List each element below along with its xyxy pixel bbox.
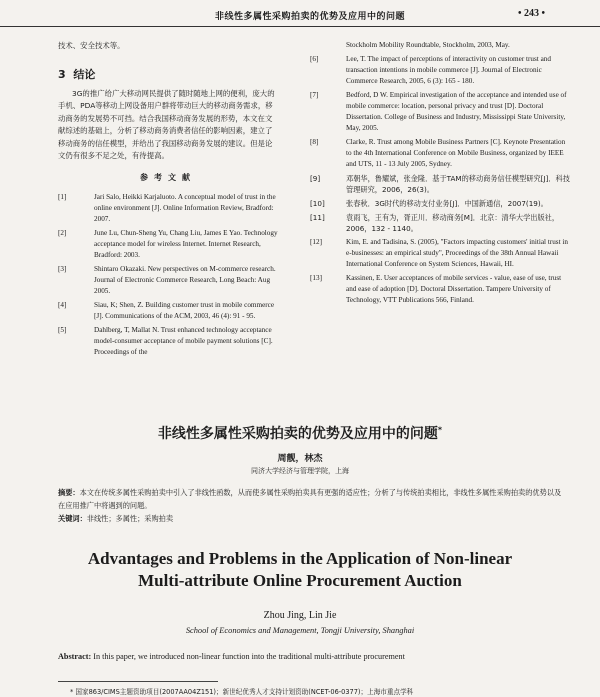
- reference-text: 邓朝华，鲁耀斌，张金隆．基于TAM的移动商务信任模型研究[J]．科技管理研究，2006，26(3)。: [346, 174, 570, 194]
- title-footnote-marker: *: [437, 425, 443, 435]
- reference-text: 张春秋．3G时代的移动支付业务[J]．中国新通信，2007(19)。: [346, 199, 548, 208]
- reference-text: Siau, K; Shen, Z. Building customer trust in mobile commerce [J]. Communications of the ACM, 2003, 46 (4): 91 - 95.: [94, 301, 275, 321]
- reference-text: Lee, T. The impact of perceptions of interactivity on customer trust and transaction intentions in mobile commerce [J]. Journal of Electronic Commerce Research, 2005, 6 (3): 165 - 180.: [346, 55, 551, 85]
- abstract-label-en: Abstract:: [58, 652, 92, 661]
- reference-text: Kim, E. and Tadisina, S. (2005), "Factors impacting customers' initial trust in e-businesses: an empirical study", Proceedings of the 38th Annual Hawaii International Conference on System Sciences, Hawaii, HI.: [346, 238, 568, 268]
- reference-item: [11] 袁雨飞，王有为，胥正川．移动商务[M]．北京：清华大学出版社，2006，132 - 1140。: [310, 213, 560, 233]
- reference-item: [3] Shintaro Okazaki. New perspectives on M-commerce research. Journal of Electronic Commerce Research, Long Beach: Aug 2005.: [58, 265, 276, 296]
- affiliation-en: School of Economics and Management, Tongji University, Shanghai: [185, 626, 415, 635]
- reference-item: [1] Jari Salo, Heikki Karjaluoto. A conceptual model of trust in the online environment [J]. Online Information Review, Bradford: 2007.: [58, 193, 276, 224]
- reference-text: Bedford, D W. Empirical investigation of the acceptance and intended use of mobile commerce: location, personal privacy and trust [D]. Doctoral Dissertation. College of Business and Industry, Mississippi State University, May, 2005.: [346, 91, 567, 132]
- authors-en: Zhou Jing, Lin Jie: [263, 610, 337, 621]
- reference-text: Dahlberg, T, Mallat N. Trust enhanced technology acceptance model-consumer acceptance of mobile payment solutions [C]. Proceedings of the: [94, 326, 273, 357]
- reference-item: [6] Lee, T. The impact of perceptions of interactivity on customer trust and transaction intentions in mobile commerce [J]. Journal of Electronic Commerce Research, 2005, 6 (3): 165 - 180.: [310, 55, 551, 85]
- reference-item: [8] Clarke, R. Trust among Mobile Business Partners [C]. Keynote Presentation to the 4th International Conference on Mobile Business, organized by IEEE and UTS, 11 - 13 July 2005, Sydney.: [310, 138, 566, 168]
- reference-text: Jari Salo, Heikki Karjaluoto. A conceptual model of trust in the online environment [J]. Online Information Review, Bradford: 2007.: [94, 193, 276, 224]
- conclusion-paragraph: 3G的推广给广大移动网民提供了随时随地上网的便利，庞大的手机、PDA等移动上网设备用户群将带动巨大的移动商务需求，移动商务的发展势不可挡。结合我国移动商务发展的形势，本文在文献综述的基础上，分析了移动商务消费者信任的影响因素，建立了移动商务的信任模型，并给出了我国移动商务发展的建议。但是论文仍有很多不足之处，有待提高。: [58, 89, 275, 161]
- continuation-text: 技术、安全技术等。: [58, 41, 125, 50]
- references-title: 参考文献: [140, 173, 196, 183]
- section-number: 3: [58, 68, 66, 81]
- reference-text: Clarke, R. Trust among Mobile Business Partners [C]. Keynote Presentation to the 4th International Conference on Mobile Business, organized by IEEE and UTS, 11 - 13 July 2005, Sydney.: [346, 138, 566, 168]
- affiliation-cn: 同济大学经济与管理学院，上海: [251, 467, 349, 475]
- right-column: [310, 40, 570, 306]
- keywords-cn: 非线性；多属性；采购拍卖: [86, 514, 174, 523]
- reference-text: Stockholm Mobility Roundtable, Stockholm, 2003, May.: [346, 41, 510, 49]
- abstract-cn-block: [58, 486, 568, 525]
- reference-text: 袁雨飞，王有为，胥正川．移动商务[M]．北京：清华大学出版社，2006，132 - 1140。: [346, 213, 560, 233]
- keywords-label-cn: 关键词：: [58, 514, 87, 523]
- authors-cn: 周靓，林杰: [277, 454, 323, 464]
- footnote-rule: [58, 681, 218, 682]
- footnote: * 国家863/CIMS主题资助项目(2007AA04Z151)；新世纪优秀人才支持计划资助(NCET-06-0377)；上海市重点学科: [70, 688, 414, 696]
- article-title-en: Advantages and Problems in the Application of Non-linear Multi-attribute Online Procurement Auction: [87, 549, 513, 590]
- reference-item: [7] Bedford, D W. Empirical investigation of the acceptance and intended use of mobile commerce: location, personal privacy and trust [D]. Doctoral Dissertation. College of Business and Industry, Mississippi State University, May, 2005.: [310, 91, 567, 132]
- reference-item: [10] 张春秋．3G时代的移动支付业务[J]．中国新通信，2007(19)。: [310, 199, 548, 208]
- running-title: 非线性多属性采购拍卖的优势及应用中的问题: [214, 11, 405, 21]
- abstract-cn: 本文在传统多属性采购拍卖中引入了非线性函数，从而使多属性采购拍卖具有更强的适应性；分析了与传统拍卖相比，非线性多属性采购拍卖的优势以及在应用推广中将遇到的问题。: [58, 488, 562, 510]
- reference-item: [2] June Lu, Chun-Sheng Yu, Chang Liu, James E Yao. Technology acceptance model for wireless Internet. Internet Research, Bradford: 2003.: [58, 229, 278, 260]
- page-number: • 243 •: [518, 8, 546, 19]
- abstract-en-block: [58, 652, 568, 661]
- reference-text: Kassinen, E. User acceptances of mobile services - value, ease of use, trust and ease of adoption [D]. Doctoral Dissertation. Tampere University of Technology, VTT Publications 566, Finland.: [346, 274, 562, 304]
- reference-item: [12] Kim, E. and Tadisina, S. (2005), "Factors impacting customers' initial trust in e-businesses: an empirical study", Proceedings of the 38th Annual Hawaii International Conference on System Sciences, Hawaii, HI.: [310, 238, 568, 268]
- reference-item: [4] Siau, K; Shen, Z. Building customer trust in mobile commerce [J]. Communications of the ACM, 2003, 46 (4): 91 - 95.: [58, 301, 275, 321]
- abstract-label-cn: 摘要：: [58, 488, 80, 497]
- reference-item: [310, 40, 570, 51]
- reference-text: June Lu, Chun-Sheng Yu, Chang Liu, James E Yao. Technology acceptance model for wireless Internet. Internet Research, Bradford: 2003.: [94, 229, 278, 260]
- reference-item: [9] 邓朝华，鲁耀斌，张金隆．基于TAM的移动商务信任模型研究[J]．科技管理研究，2006，26(3)。: [310, 174, 570, 194]
- section-title: 结论: [73, 68, 96, 81]
- references-list-left: [58, 192, 278, 358]
- section-heading: [58, 69, 278, 80]
- reference-text: Shintaro Okazaki. New perspectives on M-commerce research. Journal of Electronic Commerce Research, Long Beach: Aug 2005.: [94, 265, 276, 296]
- reference-item: [13] Kassinen, E. User acceptances of mobile services - value, ease of use, trust and ease of adoption [D]. Doctoral Dissertation. Tampere University of Technology, VTT Publications 566, Finland.: [310, 274, 562, 304]
- left-column: [58, 40, 278, 358]
- article-title-cn: 非线性多属性采购拍卖的优势及应用中的问题*: [157, 425, 443, 442]
- abstract-en: In this paper, we introduced non-linear function into the traditional multi-attribute procurement: [93, 652, 405, 661]
- reference-item: [5] Dahlberg, T, Mallat N. Trust enhanced technology acceptance model-consumer acceptance of mobile payment solutions [C]. Proceedings of the: [58, 326, 273, 357]
